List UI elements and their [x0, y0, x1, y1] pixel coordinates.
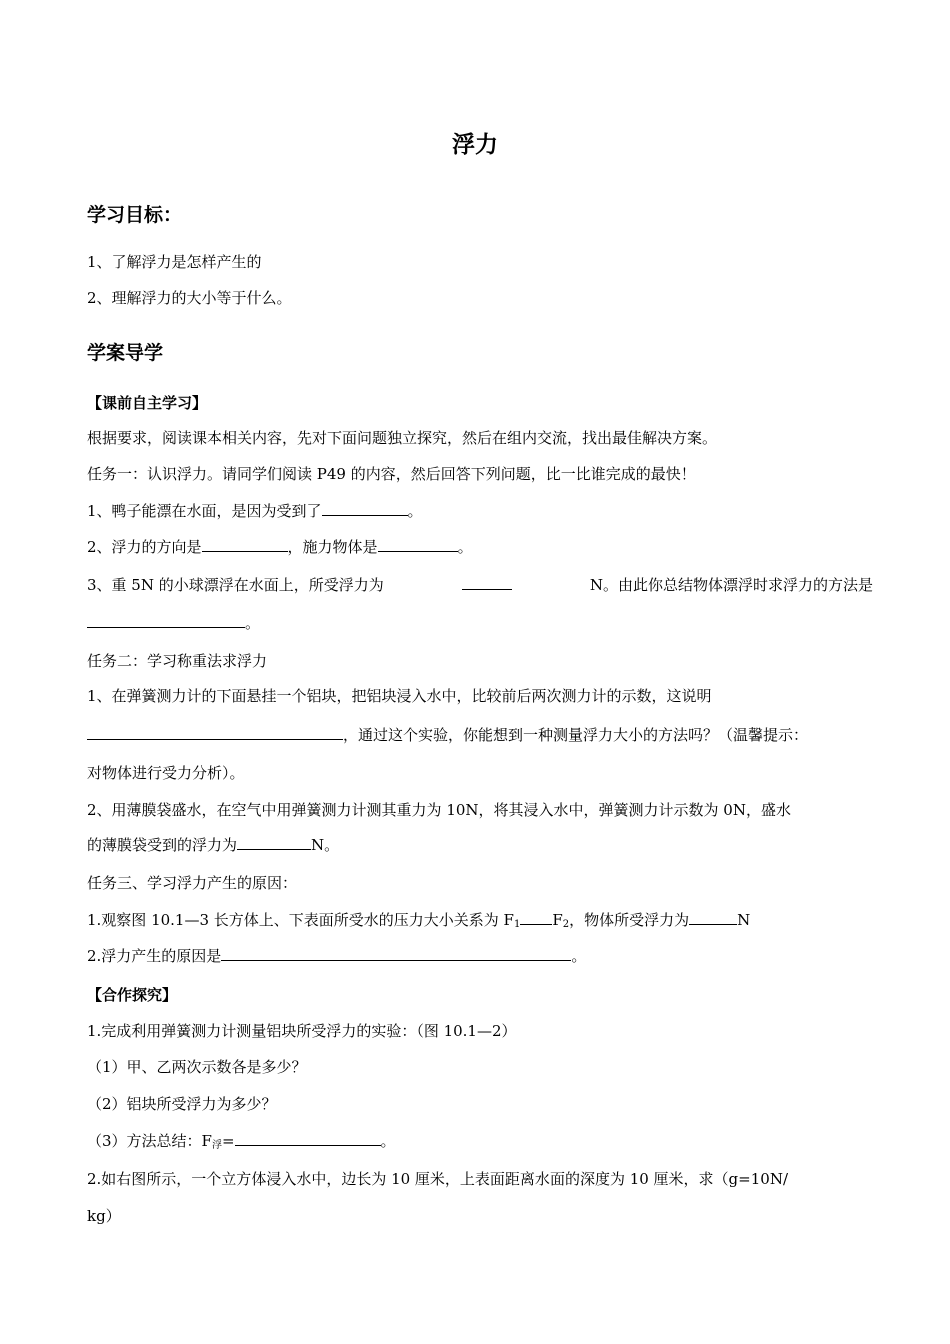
- coop-label: 【合作探究】: [87, 986, 178, 1004]
- question-text: ，施力物体是: [287, 538, 378, 556]
- task3-text: 任务三、学习浮力产生的原因：: [87, 874, 298, 892]
- answer-blank[interactable]: [520, 910, 552, 925]
- task2-text: 任务二：学习称重法求浮力: [87, 652, 268, 670]
- goals-heading: 学习目标：: [87, 204, 183, 226]
- task2-question-2: 2、用薄膜袋盛水，在空气中用弹簧测力计测其重力为 10N，将其浸入水中，弹簧测力计示数为 0N，盛水: [87, 801, 791, 819]
- question-text: =: [221, 1132, 235, 1150]
- question-text: 的薄膜袋受到的浮力为: [87, 836, 238, 854]
- answer-blank[interactable]: [235, 1131, 381, 1146]
- task2-question-1-cont2: 对物体进行受力分析）。: [87, 764, 245, 782]
- question-text: 。: [380, 1132, 396, 1150]
- question-text: 1、鸭子能漂在水面，是因为受到了: [87, 502, 322, 520]
- subscript: 2: [562, 919, 570, 930]
- answer-blank[interactable]: [87, 613, 245, 628]
- answer-blank[interactable]: [689, 910, 737, 925]
- question-text: 。: [245, 614, 261, 632]
- page-title: 浮力: [452, 132, 498, 158]
- question-text: ，通过这个实验，你能想到一种测量浮力大小的方法吗？（温馨提示：: [343, 726, 809, 744]
- subscript: 1: [513, 919, 521, 930]
- task1-text: 任务一：认识浮力。请同学们阅读 P49 的内容，然后回答下列问题，比一比谁完成的最快！: [87, 465, 696, 483]
- answer-blank[interactable]: [237, 835, 311, 850]
- coop-question-1-1: （1）甲、乙两次示数各是多少？: [87, 1058, 307, 1076]
- coop-question-2-cont: kg）: [87, 1207, 121, 1225]
- question-text: 1、在弹簧测力计的下面悬挂一个铝块，把铝块浸入水中，比较前后两次测力计的示数，这说明: [87, 687, 712, 705]
- goal-item-1: 1、了解浮力是怎样产生的: [87, 253, 262, 271]
- question-text: 。: [571, 947, 587, 965]
- question-text: 2.如右图所示，一个立方体浸入水中，边长为 10 厘米，上表面距离水面的深度为 10 厘米，求（g=10N/: [87, 1170, 788, 1188]
- answer-blank[interactable]: [87, 725, 343, 740]
- question-text: N: [737, 911, 751, 929]
- task2-question-2-cont: [87, 835, 339, 855]
- answer-blank[interactable]: [202, 537, 288, 552]
- question-text: ，物体所受浮力为: [569, 911, 690, 929]
- task1-question-3-cont: [87, 613, 260, 633]
- task1-question-2: [87, 537, 473, 557]
- task3-question-2: [87, 946, 586, 966]
- answer-blank[interactable]: [322, 501, 408, 516]
- task2-question-1: [87, 686, 873, 706]
- subscript: 浮: [211, 1140, 222, 1151]
- question-text: 。: [457, 538, 473, 556]
- task1-question-1: [87, 501, 423, 521]
- question-text: F: [552, 911, 563, 929]
- coop-question-1: 1.完成利用弹簧测力计测量铝块所受浮力的实验：（图 10.1—2）: [87, 1022, 517, 1040]
- intro-text: 根据要求，阅读课本相关内容，先对下面问题独立探究，然后在组内交流，找出最佳解决方案。: [87, 429, 718, 447]
- question-text: （3）方法总结：F: [87, 1132, 212, 1150]
- question-text: N。: [311, 836, 340, 854]
- guide-heading: 学案导学: [87, 342, 164, 364]
- answer-blank[interactable]: [221, 946, 571, 961]
- answer-blank[interactable]: [462, 575, 512, 590]
- question-text: 2.浮力产生的原因是: [87, 947, 222, 965]
- self-study-label: 【课前自主学习】: [87, 394, 208, 412]
- coop-question-1-3: [87, 1131, 396, 1156]
- task1-question-3: [87, 575, 873, 595]
- question-text: N。由此你总结物体漂浮时求浮力的方法是: [589, 576, 873, 594]
- question-text: 1.观察图 10.1—3 长方体上、下表面所受水的压力大小关系为 F: [87, 911, 514, 929]
- coop-question-2: [87, 1169, 873, 1189]
- question-text: 3、重 5N 的小球漂浮在水面上，所受浮力为: [87, 576, 384, 594]
- question-text: 。: [407, 502, 423, 520]
- task2-question-1-cont: [87, 725, 808, 745]
- answer-blank[interactable]: [378, 537, 458, 552]
- question-text: 2、浮力的方向是: [87, 538, 202, 556]
- goal-item-2: 2、理解浮力的大小等于什么。: [87, 289, 292, 307]
- task3-question-1: [87, 910, 750, 935]
- coop-question-1-2: （2）铝块所受浮力为多少？: [87, 1095, 277, 1113]
